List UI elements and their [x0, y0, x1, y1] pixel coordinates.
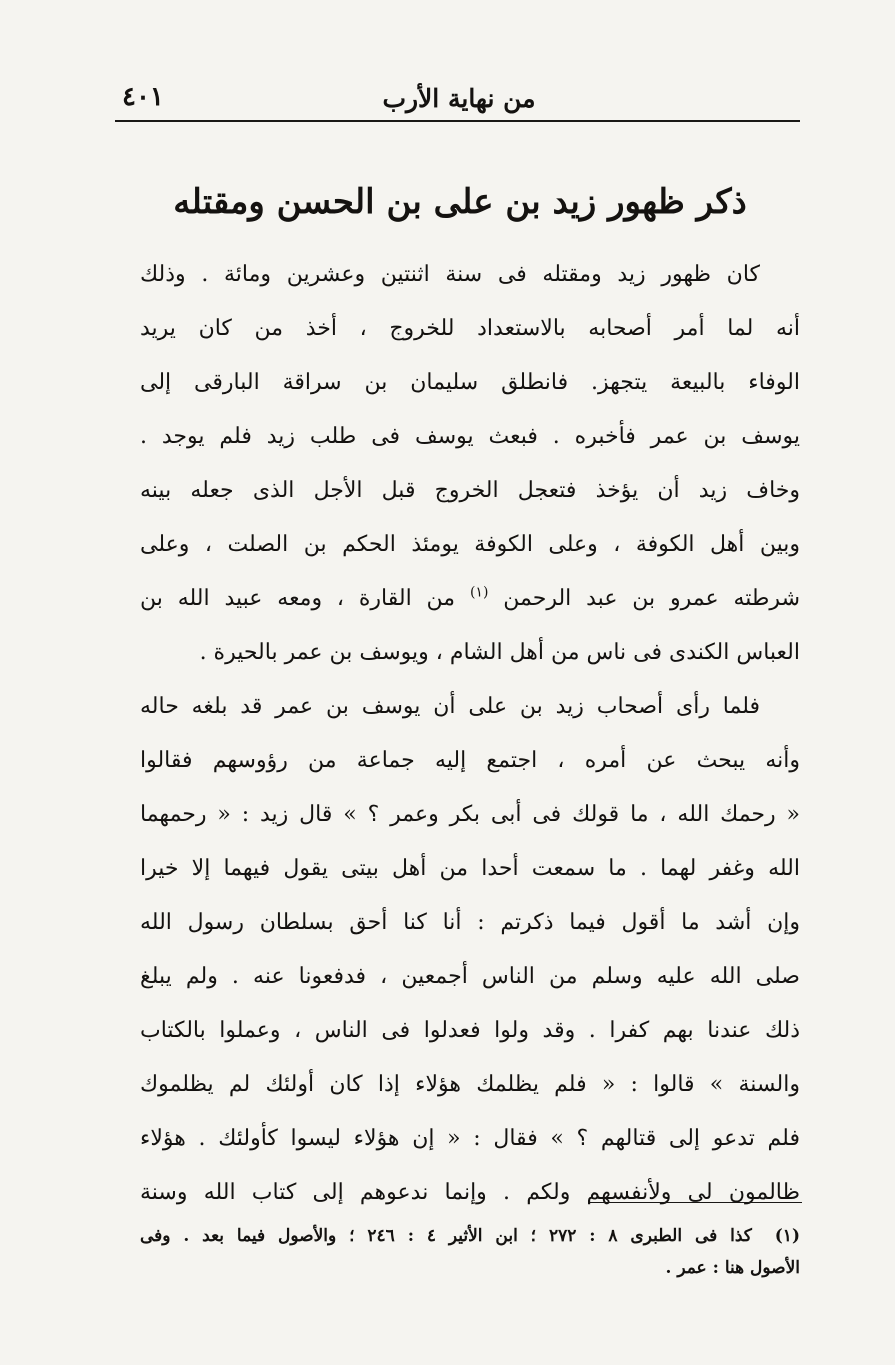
text-segment: شرطته عمرو بن عبد الرحمن	[503, 586, 800, 611]
footnote-line	[140, 1220, 800, 1252]
text-line: وإن أشد ما أقول فيما ذكرتم : أنا كنا أحق بسلطان رسول الله	[140, 910, 800, 935]
text-line: وخاف زيد أن يؤخذ فتعجل الخروج قبل الأجل الذى جعله بينه	[140, 478, 800, 503]
text-line: يوسف بن عمر فأخبره . فبعث يوسف فى طلب زيد فلم يوجد .	[140, 424, 800, 449]
text-line: صلى الله عليه وسلم من الناس أجمعين ، فدفعونا عنه . ولم يبلغ	[140, 964, 800, 989]
text-line: ظالمون لى ولأنفسهم ولكم . وإنما ندعوهم إلى كتاب الله وسنة	[140, 1180, 800, 1205]
running-title: من نهاية الأرب	[382, 84, 536, 113]
footnote-text: كذا فى الطبرى ٨ : ٢٧٢ ؛ ابن الأثير ٤ : ٢٤٦ ؛ والأصول فيما بعد . وفى	[140, 1226, 752, 1246]
text-line-with-footnote	[140, 572, 800, 626]
text-line: أنه لما أمر أصحابه بالاستعداد للخروج ، أخذ من كان يريد	[140, 316, 800, 341]
footnote-rule	[590, 1202, 802, 1203]
footnote	[140, 1220, 800, 1284]
header-rule	[115, 120, 800, 122]
text-segment: من القارة ، ومعه عبيد الله بن	[140, 586, 456, 611]
running-head	[118, 78, 800, 118]
text-line: والسنة » قالوا : « فلم يظلمك هؤلاء إذا كان أولئك لم يظلموك	[140, 1072, 800, 1097]
footnote-line: الأصول هنا : عمر .	[665, 1258, 800, 1278]
text-line: فلما رأى أصحاب زيد بن على أن يوسف بن عمر قد بلغه حاله	[140, 694, 760, 719]
footnote-reference: (١)	[469, 584, 489, 601]
text-line: فلم تدعو إلى قتالهم ؟ » فقال : « إن هؤلاء ليسوا كأولئك . هؤلاء	[140, 1126, 800, 1151]
text-line: « رحمك الله ، ما قولك فى أبى بكر وعمر ؟ » قال زيد : « رحمهما	[140, 802, 800, 827]
text-line: الوفاء بالبيعة يتجهز. فانطلق سليمان بن سراقة البارقى إلى	[140, 370, 800, 395]
chapter-heading: ذكر ظهور زيد بن على بن الحسن ومقتله	[173, 182, 747, 222]
text-line: الله وغفر لهما . ما سمعت أحدا من أهل بيتى يقول فيهما إلا خيرا	[140, 856, 800, 881]
page-number: ٤٠١	[122, 82, 164, 112]
paragraph-1	[140, 248, 800, 680]
text-line: العباس الكندى فى ناس من أهل الشام ، ويوسف بن عمر بالحيرة .	[199, 640, 800, 665]
text-line: وأنه يبحث عن أمره ، اجتمع إليه جماعة من رؤوسهم فقالوا	[140, 748, 800, 773]
text-line: وبين أهل الكوفة ، وعلى الكوفة يومئذ الحكم بن الصلت ، وعلى	[140, 532, 800, 557]
text-line: كان ظهور زيد ومقتله فى سنة اثنتين وعشرين ومائة . وذلك	[140, 262, 760, 287]
text-line: ذلك عندنا بهم كفرا . وقد ولوا فعدلوا فى الناس ، وعملوا بالكتاب	[140, 1018, 800, 1043]
footnote-marker: (١)	[774, 1226, 800, 1246]
paragraph-2	[140, 680, 800, 1220]
